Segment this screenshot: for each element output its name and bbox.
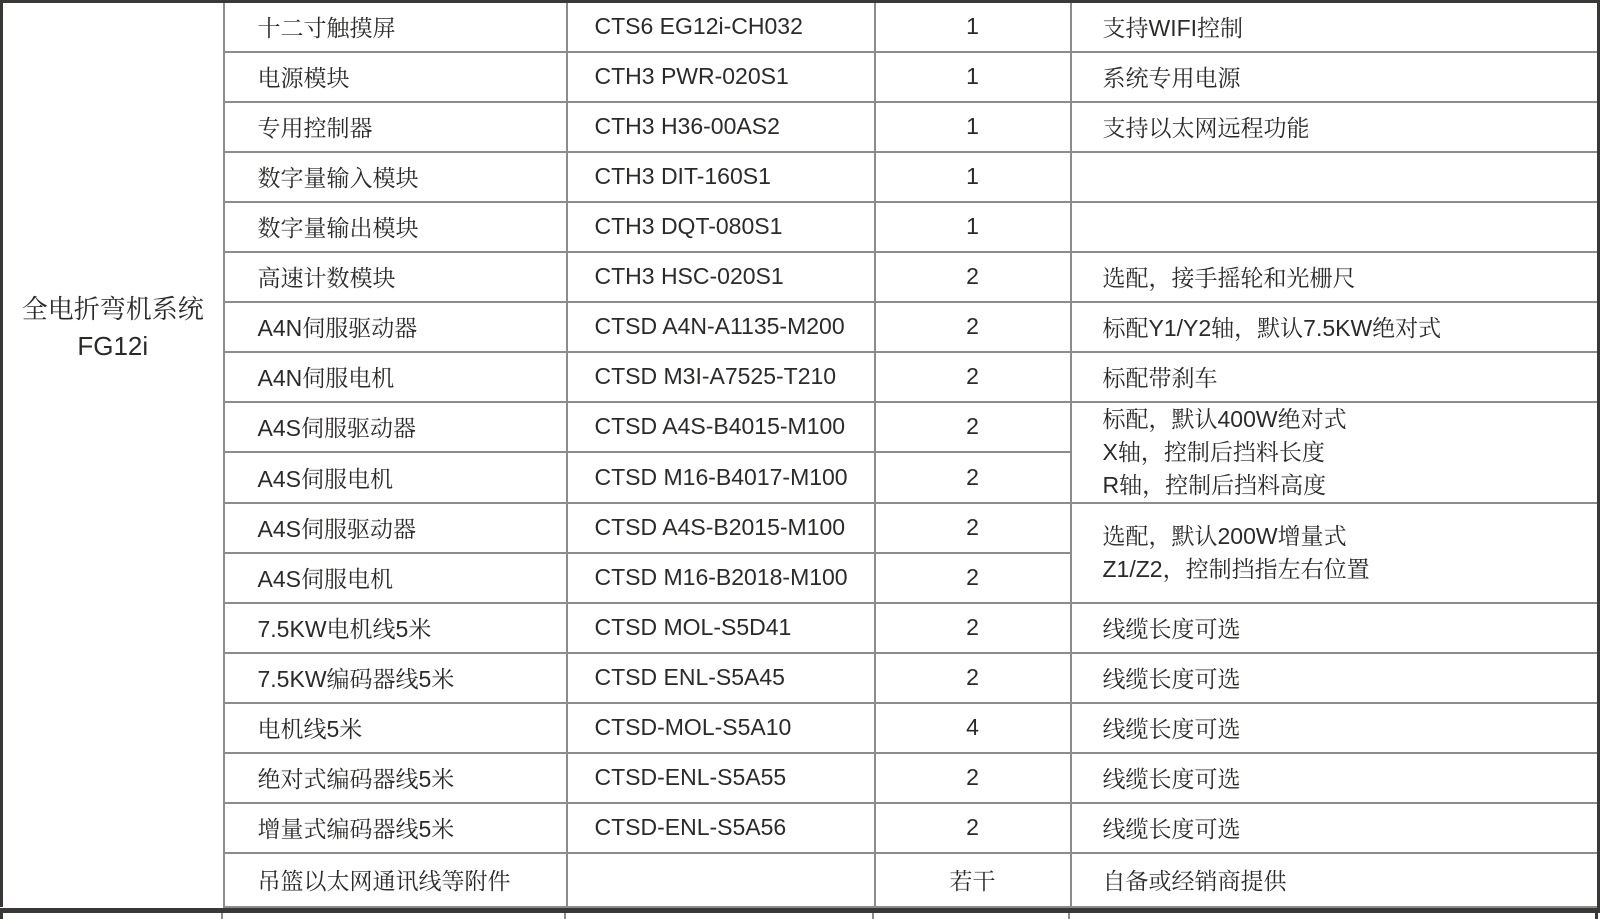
remark-cell: 支持以太网远程功能 (1071, 102, 1599, 152)
component-name-cell: 增量式编码器线5米 (224, 803, 567, 853)
remark-cell (1071, 202, 1599, 252)
table-row (2, 102, 1599, 152)
component-name-cell: A4N伺服驱动器 (224, 302, 567, 352)
remark-cell: 线缆长度可选 (1071, 803, 1599, 853)
model-number-cell: CTSD MOL-S5D41 (567, 603, 875, 653)
component-name-cell: A4S伺服电机 (224, 553, 567, 603)
component-name-cell: 专用控制器 (224, 102, 567, 152)
system-name-line2: FG12i (77, 331, 149, 361)
quantity-cell: 1 (875, 202, 1071, 252)
table-row (2, 402, 1599, 453)
model-number-cell: CTSD A4S-B4015-M100 (567, 402, 875, 453)
component-name-cell: 数字量输出模块 (224, 202, 567, 252)
grid-line-stub (1068, 913, 1070, 919)
table-bottom-edge (0, 913, 1600, 919)
quantity-cell: 2 (875, 252, 1071, 302)
grid-line-stub (564, 913, 566, 919)
model-number-cell (567, 853, 875, 907)
remark-cell: 线缆长度可选 (1071, 753, 1599, 803)
model-number-cell: CTSD-MOL-S5A10 (567, 703, 875, 753)
model-number-cell: CTH3 DIT-160S1 (567, 152, 875, 202)
table-row (2, 2, 1599, 52)
remark-cell: 线缆长度可选 (1071, 653, 1599, 703)
model-number-cell: CTSD ENL-S5A45 (567, 653, 875, 703)
model-number-cell: CTSD M16-B2018-M100 (567, 553, 875, 603)
remark-line: 选配，默认200W增量式 (1102, 522, 1347, 549)
table-row (2, 302, 1599, 352)
component-name-cell: A4S伺服电机 (224, 452, 567, 503)
quantity-cell: 若干 (875, 853, 1071, 907)
spec-table-body (2, 2, 1599, 907)
grid-line-stub (0, 913, 3, 919)
model-number-cell: CTSD-ENL-S5A56 (567, 803, 875, 853)
system-name-cell (2, 2, 224, 907)
remark-cell: 选配，接手摇轮和光栅尺 (1071, 252, 1599, 302)
quantity-cell: 2 (875, 503, 1071, 553)
component-name-cell: 十二寸触摸屏 (224, 2, 567, 52)
quantity-cell: 2 (875, 803, 1071, 853)
remark-cell: 线缆长度可选 (1071, 703, 1599, 753)
quantity-cell: 1 (875, 152, 1071, 202)
system-name-line1: 全电折弯机系统 (21, 294, 204, 324)
table-row (2, 352, 1599, 402)
table-row (2, 803, 1599, 853)
remark-line: Z1/Z2，控制挡指左右位置 (1102, 555, 1370, 582)
quantity-cell: 2 (875, 553, 1071, 603)
remark-line: R轴，控制后挡料高度 (1102, 471, 1327, 498)
component-name-cell: A4S伺服驱动器 (224, 503, 567, 553)
component-name-cell: 高速计数模块 (224, 252, 567, 302)
table-row (2, 853, 1599, 907)
component-name-cell: 吊篮以太网通讯线等附件 (224, 853, 567, 907)
component-name-cell: 7.5KW电机线5米 (224, 603, 567, 653)
component-name-cell: 绝对式编码器线5米 (224, 753, 567, 803)
remark-cell: 标配Y1/Y2轴，默认7.5KW绝对式 (1071, 302, 1599, 352)
grid-line-stub (872, 913, 874, 919)
component-name-cell: A4S伺服驱动器 (224, 402, 567, 453)
grid-line-stub (221, 913, 223, 919)
table-row (2, 52, 1599, 102)
remark-cell (1071, 402, 1599, 503)
system-name (3, 291, 223, 365)
model-number-cell: CTSD M3I-A7525-T210 (567, 352, 875, 402)
quantity-cell: 2 (875, 753, 1071, 803)
table-row (2, 703, 1599, 753)
model-number-cell: CTH3 HSC-020S1 (567, 252, 875, 302)
remark-cell: 支持WIFI控制 (1071, 2, 1599, 52)
table-row (2, 653, 1599, 703)
quantity-cell: 2 (875, 603, 1071, 653)
quantity-cell: 1 (875, 2, 1071, 52)
model-number-cell: CTH3 H36-00AS2 (567, 102, 875, 152)
remark-line: 标配，默认400W绝对式 (1102, 405, 1347, 432)
remark-cell (1071, 503, 1599, 603)
quantity-cell: 2 (875, 302, 1071, 352)
quantity-cell: 1 (875, 102, 1071, 152)
quantity-cell: 2 (875, 352, 1071, 402)
component-name-cell: 数字量输入模块 (224, 152, 567, 202)
remark-cell: 线缆长度可选 (1071, 603, 1599, 653)
component-name-cell: 电源模块 (224, 52, 567, 102)
remark-cell: 标配带刹车 (1071, 352, 1599, 402)
component-name-cell: 电机线5米 (224, 703, 567, 753)
model-number-cell: CTS6 EG12i-CH032 (567, 2, 875, 52)
component-name-cell: 7.5KW编码器线5米 (224, 653, 567, 703)
model-number-cell: CTSD-ENL-S5A55 (567, 753, 875, 803)
remark-cell: 自备或经销商提供 (1071, 853, 1599, 907)
table-row (2, 753, 1599, 803)
model-number-cell: CTH3 PWR-020S1 (567, 52, 875, 102)
quantity-cell: 2 (875, 452, 1071, 503)
component-name-cell: A4N伺服电机 (224, 352, 567, 402)
model-number-cell: CTH3 DQT-080S1 (567, 202, 875, 252)
model-number-cell: CTSD A4S-B2015-M100 (567, 503, 875, 553)
remark-cell: 系统专用电源 (1071, 52, 1599, 102)
table-row (2, 503, 1599, 553)
table-row (2, 252, 1599, 302)
quantity-cell: 2 (875, 402, 1071, 453)
remark-line: X轴，控制后挡料长度 (1102, 438, 1325, 465)
table-row (2, 202, 1599, 252)
model-number-cell: CTSD A4N-A1135-M200 (567, 302, 875, 352)
quantity-cell: 2 (875, 653, 1071, 703)
grid-line-stub (1595, 913, 1598, 919)
quantity-cell: 1 (875, 52, 1071, 102)
quantity-cell: 4 (875, 703, 1071, 753)
remark-cell (1071, 152, 1599, 202)
table-row (2, 603, 1599, 653)
table-row (2, 152, 1599, 202)
model-number-cell: CTSD M16-B4017-M100 (567, 452, 875, 503)
